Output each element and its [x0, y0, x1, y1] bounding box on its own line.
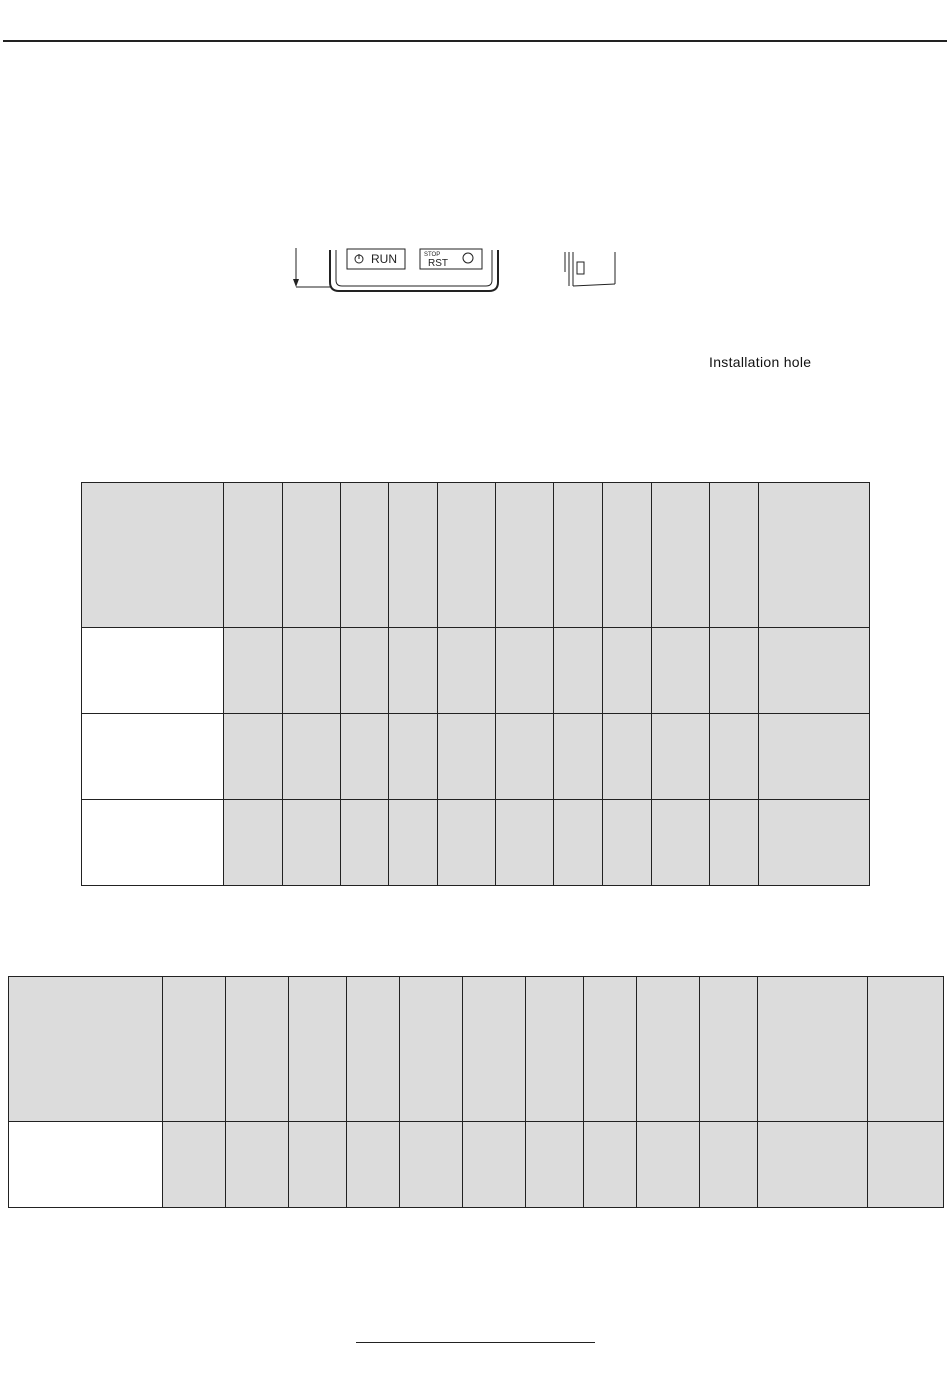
installation-hole-label: Installation hole: [709, 354, 812, 370]
header-cell: [710, 483, 759, 628]
table-cell: [496, 800, 554, 886]
table-cell: [400, 1122, 463, 1208]
header-cell: [463, 977, 526, 1122]
table-cell: [438, 800, 496, 886]
table-cell: [226, 1122, 289, 1208]
header-cell: [341, 483, 389, 628]
table-cell: [438, 714, 496, 800]
table-cell: [554, 714, 603, 800]
table-cell: [603, 714, 652, 800]
table-header-row: [9, 977, 944, 1122]
stop-icon: [463, 253, 473, 263]
header-cell: [163, 977, 226, 1122]
table-cell: [341, 800, 389, 886]
rst-key-label: RST: [428, 258, 448, 269]
table-cell: [224, 714, 283, 800]
header-cell: [438, 483, 496, 628]
header-cell: [9, 977, 163, 1122]
table-cell: [710, 800, 759, 886]
table-cell: [868, 1122, 944, 1208]
row-label-cell: [82, 714, 224, 800]
table-cell: [700, 1122, 758, 1208]
table-cell: [652, 800, 710, 886]
table-cell: [710, 714, 759, 800]
table-cell: [526, 1122, 584, 1208]
table-cell: [283, 714, 341, 800]
header-cell: [700, 977, 758, 1122]
header-cell: [389, 483, 438, 628]
table-cell: [389, 714, 438, 800]
row-label-cell: [9, 1122, 163, 1208]
row-label-cell: [82, 800, 224, 886]
table-cell: [389, 628, 438, 714]
table-cell: [224, 800, 283, 886]
header-cell: [637, 977, 700, 1122]
table-cell: [652, 714, 710, 800]
table-cell: [603, 800, 652, 886]
table-header-row: [82, 483, 870, 628]
table-cell: [438, 628, 496, 714]
table-cell: [289, 1122, 347, 1208]
table-cell: [759, 800, 870, 886]
table-cell: [224, 628, 283, 714]
table-cell: [283, 800, 341, 886]
header-cell: [289, 977, 347, 1122]
header-cell: [758, 977, 868, 1122]
header-cell: [652, 483, 710, 628]
dimensions-table-1: [81, 482, 870, 886]
table-cell: [710, 628, 759, 714]
table-cell: [347, 1122, 400, 1208]
table-row: [82, 800, 870, 886]
table-cell: [652, 628, 710, 714]
header-cell: [584, 977, 637, 1122]
table-cell: [341, 628, 389, 714]
header-cell: [224, 483, 283, 628]
keypad-diagram: [0, 0, 950, 300]
header-cell: [868, 977, 944, 1122]
table-cell: [283, 628, 341, 714]
header-cell: [283, 483, 341, 628]
table-cell: [496, 714, 554, 800]
table-cell: [554, 800, 603, 886]
table-cell: [389, 800, 438, 886]
header-cell: [554, 483, 603, 628]
header-cell: [400, 977, 463, 1122]
table-row: [82, 628, 870, 714]
header-cell: [759, 483, 870, 628]
table-cell: [584, 1122, 637, 1208]
table-cell: [463, 1122, 526, 1208]
table-cell: [759, 714, 870, 800]
table-cell: [341, 714, 389, 800]
header-cell: [496, 483, 554, 628]
header-cell: [347, 977, 400, 1122]
table-cell: [758, 1122, 868, 1208]
stop-key-label: STOP: [424, 252, 441, 258]
table-cell: [637, 1122, 700, 1208]
header-cell: [603, 483, 652, 628]
run-key-label: RUN: [371, 252, 397, 266]
table-cell: [759, 628, 870, 714]
header-cell: [82, 483, 224, 628]
header-cell: [226, 977, 289, 1122]
table-cell: [496, 628, 554, 714]
table-cell: [554, 628, 603, 714]
table-row: [9, 1122, 944, 1208]
table-cell: [603, 628, 652, 714]
footer-rule: [356, 1342, 595, 1343]
table-cell: [163, 1122, 226, 1208]
row-label-cell: [82, 628, 224, 714]
header-cell: [526, 977, 584, 1122]
dimensions-table-2: [8, 976, 944, 1208]
table-row: [82, 714, 870, 800]
